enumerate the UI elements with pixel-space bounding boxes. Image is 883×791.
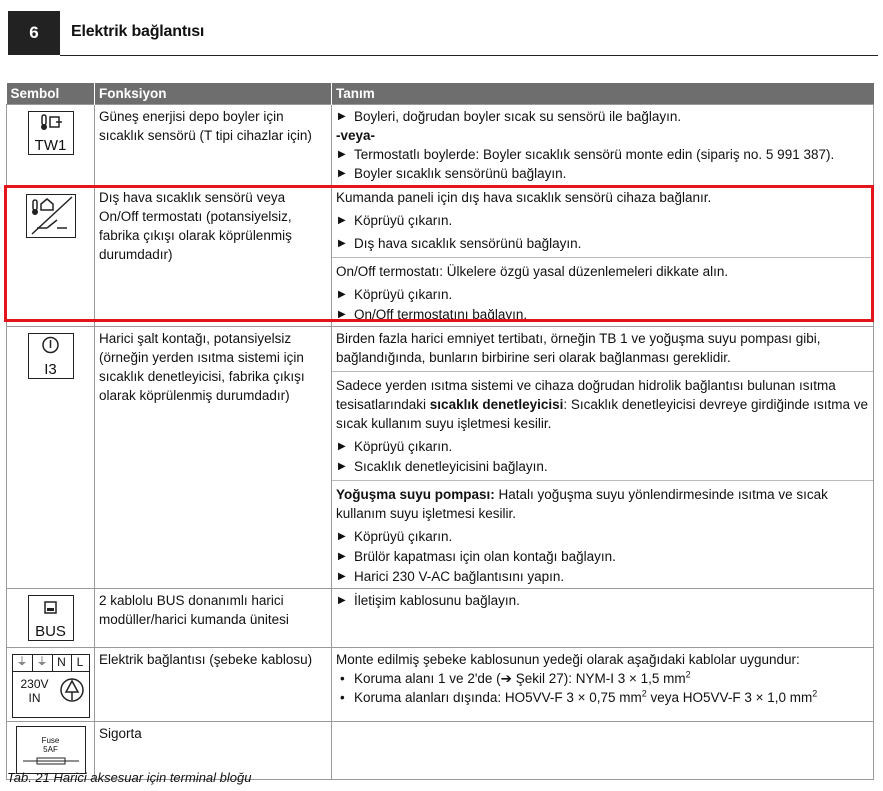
description-bullet: ▶ Sıcaklık denetleyicisini bağlayın. — [336, 457, 869, 476]
function-cell: Sigorta — [95, 722, 332, 780]
description-paragraph: On/Off termostatı: Ülkelere özgü yasal düzenlemeleri dikkate alın. — [336, 264, 729, 279]
plug-icon — [59, 677, 85, 703]
symbol-label: BUS — [35, 623, 66, 640]
table-row — [7, 105, 874, 186]
fuse-icon — [16, 726, 86, 774]
description-cell — [332, 648, 874, 722]
description-bullet: ▶ Köprüyü çıkarın. — [336, 527, 869, 546]
function-cell: 2 kablolu BUS donanımlı harici modüller/harici kumanda ünitesi — [95, 589, 332, 648]
description-bullet: ▶ Boyler sıcaklık sensörünü bağlayın. — [336, 164, 869, 183]
bus-module-icon — [28, 595, 74, 641]
description-dot-item — [336, 688, 869, 707]
voltage-label: 230V — [20, 677, 49, 691]
text-span: : Sıcaklık denetleyicisi devreye girdiğinde ısıtma ve sıcak kullanım suyu işletmesi kesilir. — [336, 397, 869, 431]
description-bullet: ▶ Köprüyü çıkarın. — [336, 211, 869, 230]
symbol-label: I3 — [44, 361, 57, 378]
description-or: -veya- — [336, 128, 376, 143]
text-span: veya HO5VV-F 3 × 1,0 mm — [646, 690, 813, 705]
description-paragraph: Kumanda paneli için dış hava sıcaklık sensörü cihaza bağlanır. — [336, 190, 712, 205]
text-span: Hatalı yoğuşma suyu yönlendirmesinde ısıtma ve sıcak kullanım suyu işletmesi kesilir. — [336, 487, 828, 521]
superscript: 2 — [685, 669, 691, 680]
highlight-frame — [4, 185, 874, 322]
description-bullet: ▶ Brülör kapatması için olan kontağı bağlayın. — [336, 547, 869, 566]
text-span: Sadece yerden ısıtma sistemi ve cihaza doğrudan hidrolik bağlantısı bulunan ısıtma tesisatlarındaki — [336, 378, 836, 412]
earth-icon: ⏚ — [33, 655, 53, 671]
text-span: Koruma alanı 1 ve 2'de (➔ Şekil 27): NYM-I 3 × 1,5 mm — [354, 671, 686, 686]
symbol-cell — [7, 327, 95, 589]
header-function: Fonksiyon — [95, 83, 332, 105]
symbol-cell — [7, 589, 95, 648]
description-bullet: ▶ Termostatlı boylerde: Boyler sıcaklık sensörü monte edin (sipariş no. 5 991 387). — [336, 145, 869, 164]
description-cell — [332, 105, 874, 186]
text-span: Koruma alanları dışında: HO5VV-F 3 × 0,75 mm — [354, 690, 642, 705]
bold-term: Yoğuşma suyu pompası: — [336, 487, 495, 502]
description-bullet: ▶ Dış hava sıcaklık sensörünü bağlayın. — [336, 234, 869, 253]
function-cell: Harici şalt kontağı, potansiyelsiz (örneğin yerden ısıtma sistemi için sıcaklık denetleyicisi, fabrika çıkışı olarak köprülenmiş durumdadır) — [95, 327, 332, 589]
bold-term: sıcaklık denetleyicisi — [429, 397, 564, 412]
description-cell — [332, 722, 874, 780]
description-paragraph — [336, 485, 869, 523]
symbol-cell — [7, 105, 95, 186]
description-paragraph — [336, 376, 869, 433]
header-rule — [60, 55, 878, 56]
function-cell: Elektrik bağlantısı (şebeke kablosu) — [95, 648, 332, 722]
symbol-label: TW1 — [34, 137, 67, 154]
input-label: IN — [28, 691, 41, 705]
symbol-cell — [7, 648, 95, 722]
table-row — [7, 648, 874, 722]
earth-icon: ⏚ — [13, 655, 33, 671]
terminal-l: L — [76, 655, 84, 669]
description-paragraph: Monte edilmiş şebeke kablosunun yedeği olarak aşağıdaki kablolar uygundur: — [336, 652, 800, 667]
chapter-title: Elektrik bağlantısı — [71, 23, 205, 40]
description-bullet: ▶ Boyleri, doğrudan boyler sıcak su sensörü ile bağlayın. — [336, 107, 869, 126]
mains-connection-icon — [12, 654, 90, 718]
divider — [332, 480, 873, 481]
table-row — [7, 589, 874, 648]
divider — [332, 371, 873, 372]
table-caption: Tab. 21 Harici aksesuar için terminal bloğu — [7, 770, 252, 785]
terminal-n: N — [53, 655, 72, 671]
description-cell — [332, 327, 874, 589]
description-bullet: ▶ Harici 230 V-AC bağlantısını yapın. — [336, 567, 869, 586]
table-header-row — [7, 83, 874, 105]
table-row — [7, 327, 874, 589]
header-symbol: Sembol — [7, 83, 95, 105]
function-cell: Güneş enerjisi depo boyler için sıcaklık sensörü (T tipi cihazlar için) — [95, 105, 332, 186]
superscript: 2 — [812, 688, 818, 699]
description-bullet: ▶ Köprüyü çıkarın. — [336, 437, 869, 456]
chapter-number: 6 — [8, 11, 60, 55]
description-bullet: ▶ Köprüyü çıkarın. — [336, 285, 869, 304]
description-cell — [332, 589, 874, 648]
superscript: 2 — [641, 688, 647, 699]
fuse-rating: 5AF — [43, 745, 58, 754]
fuse-label: Fuse — [41, 736, 60, 745]
function-cell: Dış hava sıcaklık sensörü veya On/Off termostatı (potansiyelsiz, fabrika çıkışı olarak köprülenmiş durumdadır) — [95, 186, 332, 327]
description-paragraph: Birden fazla harici emniyet tertibatı, örneğin TB 1 ve yoğuşma suyu pompası gibi, bağlandığında, bunların birbirine seri olarak bağlanması gereklidir. — [336, 331, 821, 365]
switch-contact-icon — [28, 333, 74, 379]
header-description: Tanım — [332, 83, 874, 105]
description-dot-item — [336, 669, 869, 688]
description-bullet: ▶ İletişim kablosunu bağlayın. — [336, 591, 869, 610]
thermometer-boiler-icon — [28, 111, 74, 155]
description-bullet: ▶ On/Off termostatını bağlayın. — [336, 305, 869, 324]
